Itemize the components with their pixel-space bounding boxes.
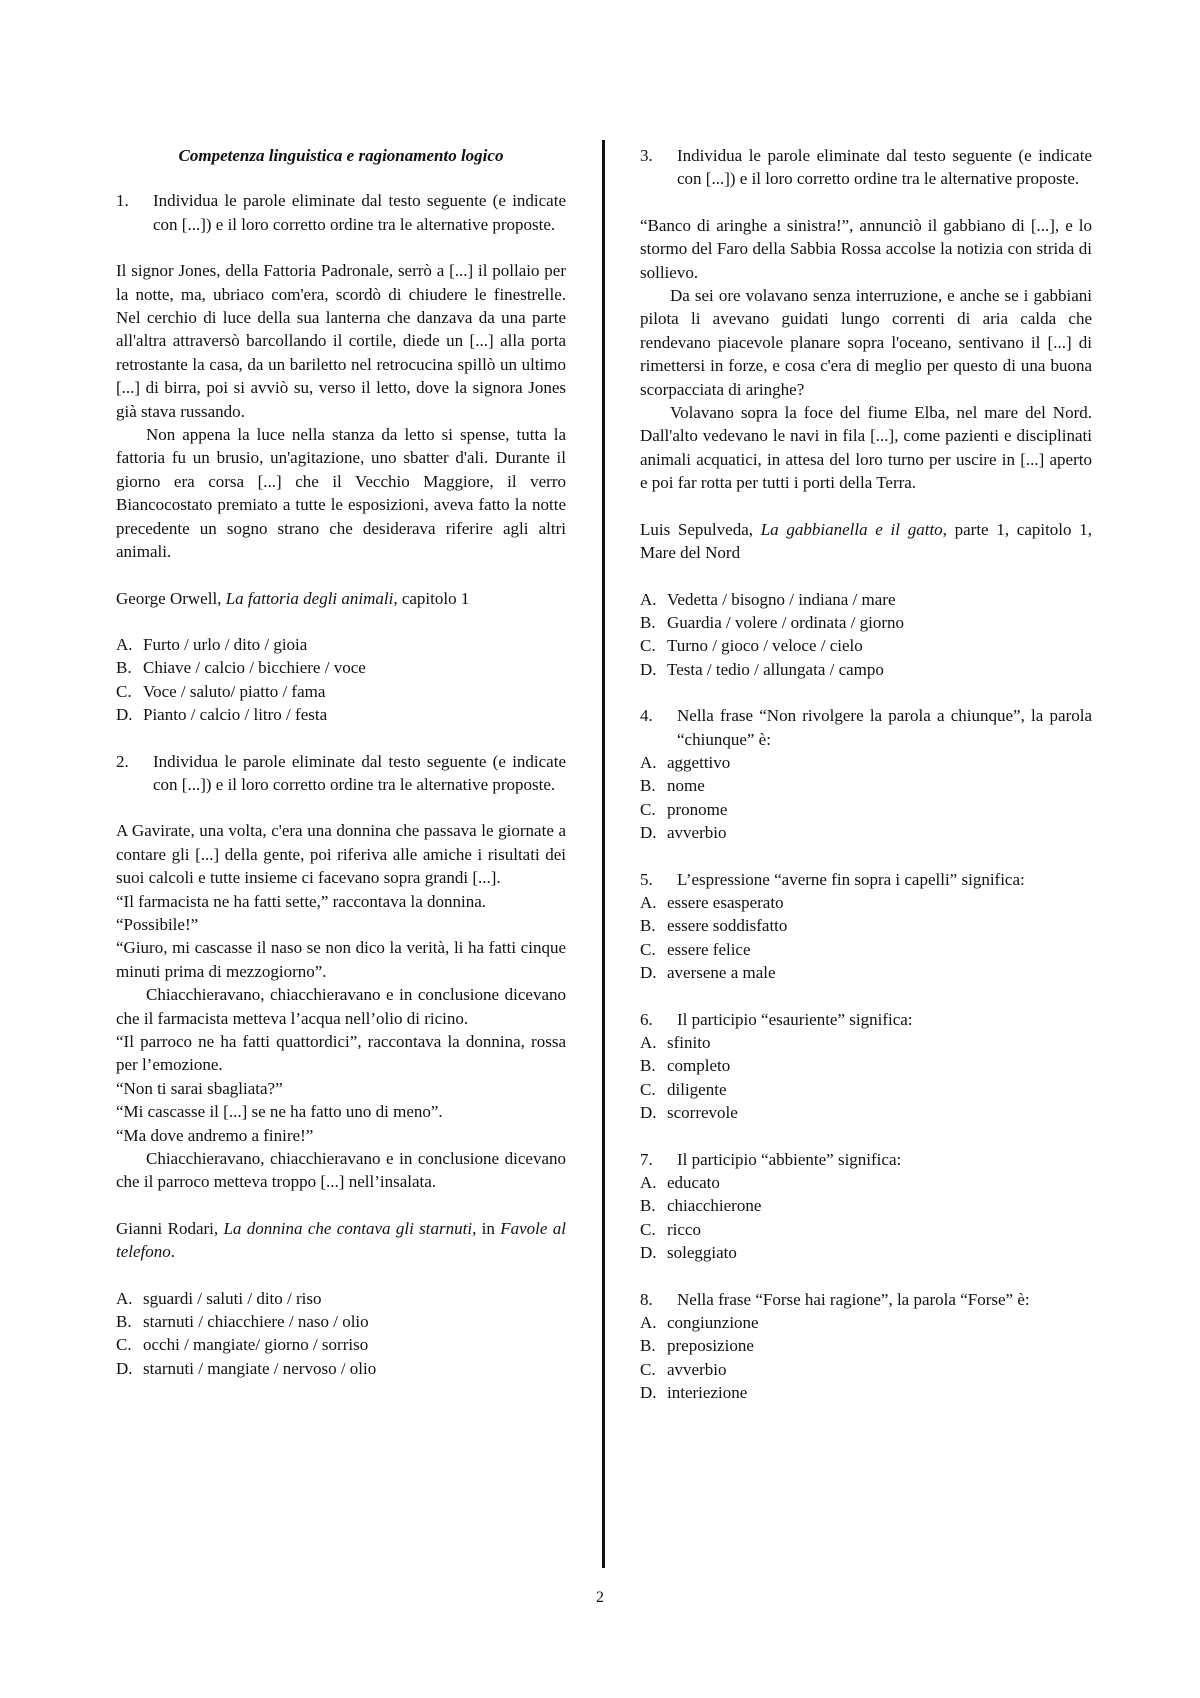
answer-options xyxy=(640,891,1092,985)
passage-line: “Il parroco ne ha fatti quattordici”, raccontava la donnina, rossa per l’emozione. xyxy=(116,1032,566,1075)
answer-option[interactable]: A. sguardi / saluti / dito / riso xyxy=(116,1288,322,1308)
answer-option[interactable]: A. sfinito xyxy=(640,1033,711,1052)
question-1 xyxy=(116,189,566,236)
question-7 xyxy=(640,1148,1092,1171)
citation: Gianni Rodari, La donnina che contava gli starnuti, in Favole al telefono. xyxy=(116,1218,566,1262)
answer-option[interactable]: A. Vedetta / bisogno / indiana / mare xyxy=(640,589,896,609)
answer-option[interactable]: C. diligente xyxy=(640,1079,727,1099)
answer-option[interactable]: C. occhi / mangiate/ giorno / sorriso xyxy=(116,1335,369,1355)
question-text: Individua le parole eliminate dal testo seguente (e indicate con [...]) e il loro corretto ordine tra le alternative proposte. xyxy=(153,191,566,234)
passage-paragraph: Volavano sopra la foce del fiume Elba, nel mare del Nord. Dall'alto vedevano le navi in fila [...], come pazienti e disciplinati animali acquatici, in attesa del loro turno per uscire in [...] aperto e poi far rotta per tutti i porti della Terra. xyxy=(640,403,1092,493)
answer-option[interactable]: B. essere soddisfatto xyxy=(640,916,788,936)
answer-options xyxy=(116,633,566,727)
answer-option[interactable]: D. scorrevole xyxy=(640,1103,738,1123)
answer-options xyxy=(640,1171,1092,1265)
question-8 xyxy=(640,1288,1092,1311)
answer-options xyxy=(640,1031,1092,1125)
answer-option[interactable]: D. avverbio xyxy=(640,823,727,843)
answer-option[interactable]: A. educato xyxy=(640,1173,720,1193)
passage-line: “Ma dove andremo a finire!” xyxy=(116,1125,314,1145)
question-number: 6. xyxy=(640,1009,653,1029)
question-number: 5. xyxy=(640,869,653,889)
passage-line: “Non ti sarai sbagliata?” xyxy=(116,1078,283,1098)
question-text: L’espressione “averne fin sopra i capelli” significa: xyxy=(677,869,1025,889)
question-number: 1. xyxy=(116,191,129,211)
question-number: 7. xyxy=(640,1149,653,1169)
question-number: 4. xyxy=(640,706,653,726)
right-column xyxy=(640,144,1092,1428)
answer-option[interactable]: A. congiunzione xyxy=(640,1313,759,1333)
question-number: 2. xyxy=(116,751,129,771)
passage-line: A Gavirate, una volta, c'era una donnina che passava le giornate a contare gli [...] della gente, poi riferiva alle amiche i risultati dei suoi calcoli e tutte insieme ci facevano sopra grandi [...]. xyxy=(116,821,566,888)
question-6 xyxy=(640,1008,1092,1031)
question-4 xyxy=(640,704,1092,751)
answer-option[interactable]: C. essere felice xyxy=(640,939,751,959)
answer-option[interactable]: B. nome xyxy=(640,776,705,796)
citation: Luis Sepulveda, La gabbianella e il gatto, parte 1, capitolo 1, Mare del Nord xyxy=(640,519,1092,563)
question-text: Nella frase “Non rivolgere la parola a chiunque”, la parola “chiunque” è: xyxy=(677,706,1092,749)
question-5 xyxy=(640,868,1092,891)
passage-paragraph: “Banco di aringhe a sinistra!”, annunciò il gabbiano di [...], e lo stormo del Faro della Sabbia Rossa accolse la notizia con strida di sollievo. xyxy=(640,215,1092,282)
question-number: 3. xyxy=(640,146,653,165)
question-text: Il participio “esauriente” significa: xyxy=(677,1009,913,1029)
column-divider xyxy=(602,140,605,1568)
section-title: Competenza linguistica e ragionamento logico xyxy=(178,146,504,165)
passage-line: “Possibile!” xyxy=(116,914,199,934)
citation: George Orwell, La fattoria degli animali, capitolo 1 xyxy=(116,588,470,608)
answer-option[interactable]: A. Furto / urlo / dito / gioia xyxy=(116,634,308,654)
answer-option[interactable]: D. Testa / tedio / allungata / campo xyxy=(640,659,884,679)
page-number: 2 xyxy=(596,1589,604,1606)
answer-options xyxy=(640,751,1092,845)
passage-line: “Il farmacista ne ha fatti sette,” raccontava la donnina. xyxy=(116,891,487,911)
answer-option[interactable]: B. chiacchierone xyxy=(640,1196,762,1216)
answer-option[interactable]: D. starnuti / mangiate / nervoso / olio xyxy=(116,1358,377,1378)
answer-option[interactable]: A. essere esasperato xyxy=(640,892,784,912)
passage-line: “Mi cascasse il [...] se ne ha fatto uno di meno”. xyxy=(116,1102,443,1122)
answer-option[interactable]: C. ricco xyxy=(640,1219,701,1239)
answer-option[interactable]: B. preposizione xyxy=(640,1336,754,1356)
answer-option[interactable]: B. starnuti / chiacchiere / naso / olio xyxy=(116,1312,369,1332)
question-text: Individua le parole eliminate dal testo seguente (e indicate con [...]) e il loro corretto ordine tra le alternative proposte. xyxy=(677,146,1092,189)
passage-line: Chiacchieravano, chiacchieravano e in conclusione dicevano che il parroco metteva troppo [...] nell’insalata. xyxy=(116,1149,566,1192)
question-number: 8. xyxy=(640,1289,653,1309)
answer-option[interactable]: D. soleggiato xyxy=(640,1243,737,1263)
passage-paragraph: Da sei ore volavano senza interruzione, e anche se i gabbiani pilota li avevano guidati lungo correnti di aria calda che rendevano piacevole planare sopra l'oceano, sentivano il [...] di rimettersi in forze, e cosa c'era di meglio per questo di una buona scorpacciata di aringhe? xyxy=(640,286,1092,399)
question-text: Individua le parole eliminate dal testo seguente (e indicate con [...]) e il loro corretto ordine tra le alternative proposte. xyxy=(153,751,566,794)
answer-options xyxy=(640,1311,1092,1405)
answer-option[interactable]: C. pronome xyxy=(640,799,728,819)
answer-option[interactable]: D. aversene a male xyxy=(640,963,776,983)
answer-option[interactable]: D. interiezione xyxy=(640,1383,748,1403)
answer-option[interactable]: C. Voce / saluto/ piatto / fama xyxy=(116,681,326,701)
answer-option[interactable]: C. avverbio xyxy=(640,1359,727,1379)
answer-option[interactable]: A. aggettivo xyxy=(640,752,731,772)
question-3 xyxy=(640,144,1092,191)
answer-options xyxy=(116,1287,566,1381)
answer-options xyxy=(640,588,1092,682)
passage-line: Chiacchieravano, chiacchieravano e in conclusione dicevano che il farmacista metteva l’acqua nell’olio di ricino. xyxy=(116,985,566,1028)
answer-option[interactable]: B. Guardia / volere / ordinata / giorno xyxy=(640,612,904,632)
answer-option[interactable]: D. Pianto / calcio / litro / festa xyxy=(116,705,328,725)
passage-line: “Giuro, mi cascasse il naso se non dico la verità, li ha fatti cinque minuti prima di mezzogiorno”. xyxy=(116,938,566,981)
answer-option[interactable]: B. Chiave / calcio / bicchiere / voce xyxy=(116,658,366,678)
question-text: Nella frase “Forse hai ragione”, la parola “Forse” è: xyxy=(677,1289,1030,1309)
answer-option[interactable]: C. Turno / gioco / veloce / cielo xyxy=(640,636,863,656)
passage-paragraph: Non appena la luce nella stanza da letto si spense, tutta la fattoria fu un brusio, un'agitazione, uno sbatter d'ali. Durante il giorno era corsa [...] che il Vecchio Maggiore, il verro Biancocostato premiato a tutte le esposizioni, aveva fatto la notte precedente un sogno strano che desiderava riferire agli altri animali. xyxy=(116,425,566,562)
left-column xyxy=(116,144,566,1403)
question-text: Il participio “abbiente” significa: xyxy=(677,1149,902,1169)
question-2 xyxy=(116,750,566,797)
passage-paragraph: Il signor Jones, della Fattoria Padronale, serrò a [...] il pollaio per la notte, ma, ubriaco com'era, scordò di chiudere le finestrelle. Nel cerchio di luce della sua lanterna che danzava da una parte all'altra attraversò barcollando il cortile, diede un [...] alla porta retrostante la casa, da un bariletto nel retrocucina spillò un ultimo [...] di birra, poi si avviò su, verso il letto, dove la signora Jones già stava russando. xyxy=(116,261,566,421)
answer-option[interactable]: B. completo xyxy=(640,1056,731,1076)
